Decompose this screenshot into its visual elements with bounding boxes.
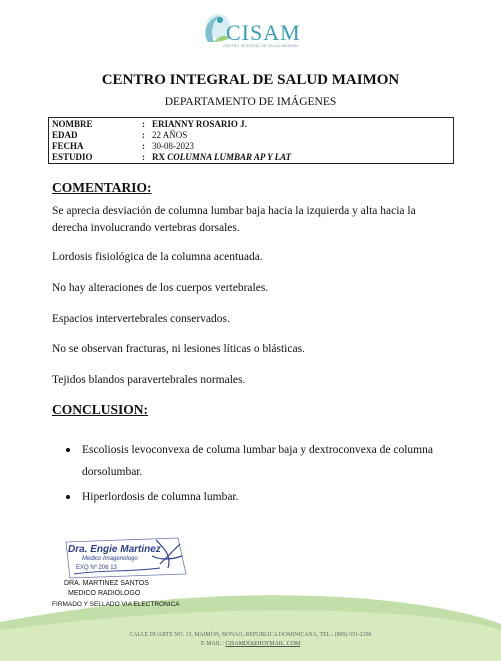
doctor-role: MEDICO RADIOLOGO [68,590,141,597]
comment-heading: COMENTARIO: [52,180,152,195]
name-separator: : [142,119,145,129]
footer-address: CALLE DUARTE NO. 13, MAIMÓN, BONAO, REPUBLICA DOMINICANA, TEL.: (809)-551-2196 [129,632,372,638]
doctor-name: DRA. MARTINEZ SANTOS [64,580,149,587]
stamp-role: Medico Imagenologo [82,556,138,562]
study-prefix: RX [152,152,165,162]
patient-study-row [52,152,450,163]
study-value [152,152,450,163]
conclusion-list [62,439,454,508]
study-name: COLUMNA LUMBAR AP Y LAT [167,152,292,162]
patient-date-row [52,141,450,152]
footer-email-link[interactable]: CISAMDO@HOTMAIL .COM [225,641,301,647]
date-separator: : [142,141,145,151]
footer-email-line [0,641,501,647]
logo-name: CISAM [226,20,301,45]
cisam-logo [196,8,316,58]
name-value: ERIANNY ROSARIO J. [152,119,247,129]
footer-email-label: E-MAIL : [200,641,224,647]
date-value: 30-08-2023 [152,141,194,151]
age-label: EDAD [52,130,78,140]
study-separator: : [142,152,145,162]
page-title: CENTRO INTEGRAL DE SALUD MAIMON [101,72,400,88]
patient-name-row [52,119,450,130]
conclusion-item: Hiperlordosis de columna lumbar. [62,486,454,508]
age-separator: : [142,130,145,140]
conclusion-item: Escoliosis levoconvexa de columa lumbar baja y dextroconvexa de columna dorsolumbar. [62,439,454,483]
signature-name: Dra. Engie Martinez [68,544,161,555]
comment-paragraph: No se observan fracturas, ni lesiones líticas o blásticas. [52,343,305,355]
department-title: DEPARTAMENTO DE IMÁGENES [164,96,337,108]
comment-paragraph: Lordosis fisiológica de la columna acentuada. [52,251,263,263]
signature-note: FIRMADO Y SELLADO VIA ELECTRONICA [52,601,180,608]
patient-info-box [48,117,454,164]
comment-paragraph: Espacios intervertebrales conservados. [52,313,230,325]
logo-subtitle: CENTRO INTEGRAL DE SALUD MAIMON [223,44,298,48]
stamp-exequatur: EXQ Nº 206 13 [76,565,117,571]
signature-stamp [60,534,190,580]
study-label: ESTUDIO [52,152,93,162]
comment-paragraph: No hay alteraciones de los cuerpos vertebrales. [52,282,269,294]
comment-paragraph: Tejidos blandos paravertebrales normales. [52,374,246,386]
comment-paragraph: Se aprecia desviación de columna lumbar baja hacia la izquierda y alta hacia la derecha involucrando vertebras dorsales. [52,205,416,234]
conclusion-heading: CONCLUSION: [52,402,149,417]
date-label: FECHA [52,141,84,151]
age-value: 22 AÑOS [152,130,188,140]
patient-age-row [52,130,450,141]
name-label: NOMBRE [52,119,93,129]
